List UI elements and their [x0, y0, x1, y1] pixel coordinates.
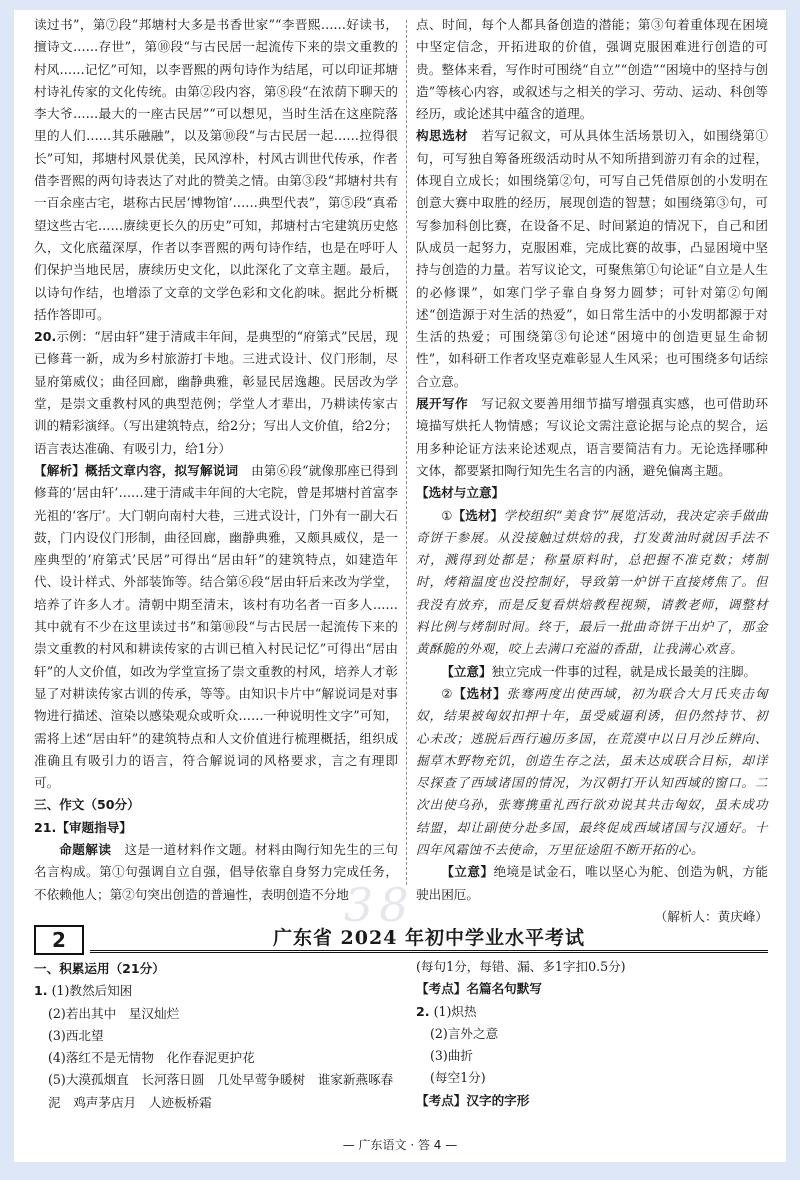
exam-section-header [34, 925, 768, 953]
right-column [416, 14, 768, 928]
material-theme-heading: 【选材与立意】 [416, 485, 505, 501]
material-1 [416, 505, 768, 661]
theme-label: 【立意】 [441, 864, 494, 880]
section-heading-composition: 三、作文（50分） [34, 797, 140, 813]
q1-item-3: (3)西北望 [48, 1027, 104, 1043]
kaodian-2: 【考点】汉字的字形 [416, 1092, 530, 1108]
column-divider [406, 20, 407, 885]
q1-item-2: (2)若出其中 星汉灿烂 [48, 1005, 180, 1021]
question-number: 21. [34, 819, 57, 835]
theme-label: 【立意】 [441, 663, 492, 679]
question-number: 20. [34, 329, 57, 345]
analysis-label: 【解析】 [34, 462, 86, 478]
interpretation-label: 命题解读 [59, 841, 112, 857]
theme-2 [416, 861, 768, 906]
analysis-paragraph-19: 读过书”，第⑦段“邦塘村大多是书香世家”“李晋熙……好读书，擅诗文……存世”，第⑩段“与古民居一起流传下来的崇文重教的村风……记忆”可知，以李晋熙的两句诗作为结尾，可以印证邦塘村诗礼传家的文化传统。由第②段内容，第⑧段“在浓荫下聊天的李大爷……最大的一座古民居”“可以想见，当时生活在这座院落里的人们……其乐融融”，以及第⑩段“与古民居一起……拉得很长”可知，邦塘村风景优美，民风淳朴，村风古训世代传承，作者借李晋熙的两句诗表达了对此的赞美之情。由第③段“邦塘村共有一百余座古宅，堪称古民居‘博物馆’……典型代表”，第⑤段“真希望这些古宅……赓续更长久的历史”可知，邦塘村古宅建筑历史悠久，文化底蕴深厚，作者以李晋熙的两句诗作结，也是在呼吁人们保护当地民居，赓续历史文化，以此深化了文章主题。最后，以诗句作结，也增添了文章的文学色彩和文化韵味。据此分析概括作答即可。 [34, 17, 398, 322]
circle-number: ② [441, 685, 454, 701]
theme-text: 绝境是试金石，唯以坚心为舵、创造为帆，方能驶出困厄。 [416, 864, 769, 902]
theme-1 [416, 661, 768, 683]
exam-title: 广东省 2024 年初中学业水平考试 [272, 927, 586, 949]
theme-text: 独立完成一件事的过程，就是成长最美的注脚。 [491, 663, 757, 679]
answer-page [14, 10, 786, 1162]
writing-label: 展开写作 [416, 396, 469, 412]
bottom-right-answers [416, 956, 768, 1112]
material-label: 【选材】 [452, 507, 504, 523]
question-21-heading [34, 817, 398, 839]
selection-label: 构思选材 [416, 128, 469, 144]
question-20-analysis [34, 460, 398, 794]
guidance-label: 【审题指导】 [56, 819, 132, 835]
material-2 [416, 683, 768, 861]
kaodian-1: 【考点】名篇名句默写 [416, 981, 542, 997]
question-number: 1. [34, 983, 48, 999]
header-underline [90, 950, 768, 953]
q2-item-3: (3)曲折 [430, 1048, 474, 1064]
section-number-box: 2 [34, 925, 84, 955]
interpretation-text: 这是一道材料作文题。材料由陶行知先生的三句名言构成。第①句强调自立自强，倡导依靠自身努力完成任务，不依赖他人；第②句突出创造的普遍性，表明创造不分地 [34, 841, 399, 902]
q1-item-1: 1. (1)教然后知困 [34, 983, 133, 999]
analysis-topic: 概括文章内容，拟写解说词 [85, 462, 239, 478]
material-text: 学校组织“美食节”展览活动，我决定亲手做曲奇饼干参展。从没接触过烘焙的我，打发黄油时就因手法不对，溅得到处都是；称量原料时，总把握不准克数；烤制时，烤箱温度也没控制好，导致第一炉饼干直接烤焦了。但我没有放弃，而是反复看烘焙教程视频，请教老师，调整材料比例与烤制时间。终于，最后一批曲奇饼干出炉了，那金黄酥脆的外观，咬上去满口充溢的香甜，让我满心欢喜。 [416, 507, 768, 657]
answer-text: 示例：“居由轩”建于清咸丰年间，是典型的“府第式”民居，现已修葺一新，成为乡村旅游打卡地。三进式设计、仪门形制，尽显府第威仪；曲径回廊，幽静典雅，彰显民居逸趣。民居改为学堂，是崇文重教村风的典型范例；学堂人才辈出，乃耕读传家古训的精彩演绎。（写出建筑特点，给2分；写出人文价值，给2分；语言表达准确、有吸引力，给1分） [34, 329, 398, 456]
section-heading-accumulation: 一、积累运用（21分） [34, 961, 165, 976]
material-selection [416, 125, 768, 393]
score-note: (每句1分，每错、漏、多1字扣0.5分) [416, 959, 626, 974]
bottom-left-answers [34, 958, 398, 1114]
q2-item-2: (2)言外之意 [430, 1025, 499, 1041]
watermark-logo: 38 [344, 878, 415, 932]
q2-score-note: (每空1分) [430, 1070, 486, 1086]
interpretation-continued: 点、时间，每个人都具备创造的潜能；第③句着重体现在困境中坚定信念，开拓进取的价值，强调克服困难进行创造的可贵。整体来看，写作时可围绕“自立”“创造”“困境中的坚持与创造”等核心内容，或叙述与之相关的学习、劳动、运动、科创等经历，或论述其中蕴含的道理。 [416, 17, 768, 122]
writing-tips [416, 393, 768, 482]
analysis-text: 由第⑥段“就像那座已得到修葺的‘居由轩’……建于清咸丰年间的大宅院，曾是邦塘村首富李光祖的‘客厅’。大门朝向南村大巷，三进式设计，门外有一副大石鼓，门内设仪门形制，曲径回廊，幽静典雅，又颇具威仪，是一座典型的‘府第式’民居”可得出“居由轩”的建筑特点，如建造年代、设计样式、外部装饰等。结合第⑥段“居由轩后来改为学堂，培养了许多人才。清朝中期至清末，该村有功名者一百多人……其中就有不少在这里读过书”和第⑩段“与古民居一起流传下来的崇文重教的村风和耕读传家的古训已植入村民记忆”可得出“居由轩”的人文价值，如改为学堂宣扬了崇文重教的村风，培养人才彰显了对耕读传家古训的传承，等等。由知识卡片中“解说词是对事物进行描述、渲染以感染观众或听众……一种说明性文字”可知，需将上述“居由轩”的建筑特点和人文价值进行梳理概括，组织成准确且有吸引力的语言，符合解说词的风格要求，言之有理即可。 [34, 462, 398, 791]
selection-text: 若写记叙文，可从具体生活场景切入，如围绕第①句，可写独自筹备班级活动时从不知所措到游刃有余的过程，体现自立成长；如围绕第②句，可写自己凭借原创的小发明在创意大赛中取胜的经历，展现创造的智慧；如围绕第③句，可写参加科创比赛，在设备不足、时间紧迫的情况下，自己和团队成员一起努力，克服困难，完成比赛的故事，凸显困境中坚持与创造的力量。若写议论文，可聚焦第①句论证“自立是人生的必修课”，如寒门学子靠自身努力圆梦；可针对第②句阐述“创造源于对生活的热爱”，如日常生活中的小发明都源于对生活的热爱；可围绕第③句论述“困境中的创造更显生命韧性”，如科研工作者攻坚克难彰显人生风采；也可围绕多句话综合立意。 [416, 128, 769, 389]
material-text: 张骞两度出使西域，初为联合大月氏夹击匈奴，结果被匈奴扣押十年，虽受威逼利诱，但仍然持节、初心未改；逃脱后西行遍历多国，在荒漠中以日月沙丘辨向、掘草木野物充饥，创造生存之法，虽未达成联合目标，却详尽探查了西域诸国的情况，为汉朝打开认知西域的窗口。二次出使乌孙，张骞携重礼西行欲劝说其共击匈奴，虽未成功结盟，却让副使分赴多国，最终促成西域诸国与汉通好。十四年风霜蚀不去使命，万里征途阻不断开拓的心。 [416, 685, 769, 857]
writing-text: 写记叙文要善用细节描写增强真实感，也可借助环境描写烘托人物情感；写议论文需注意论据与论点的契合，运用多种论证方法来论述观点，语言要简洁有力。无论选择哪种文体，都要紧扣陶行知先生名言的内涵，避免偏离主题。 [416, 396, 769, 478]
analyst-signature: （解析人：黄庆峰） [654, 908, 768, 924]
question-number: 2. [416, 1003, 430, 1019]
circle-number: ① [441, 507, 453, 523]
q2-item-1: 2. (1)炽热 [416, 1003, 477, 1019]
left-column [34, 14, 398, 906]
q1-item-5: (5)大漠孤烟直 长河落日圆 几处早莺争暖树 谁家新燕啄春泥 鸡声茅店月 人迹板桥霜 [48, 1072, 394, 1110]
material-label: 【选材】 [453, 685, 507, 701]
question-20-answer [34, 326, 398, 460]
page-footer: — 广东语文 · 答 4 — [342, 1138, 458, 1152]
q1-item-4: (4)落红不是无情物 化作春泥更护花 [48, 1050, 255, 1066]
